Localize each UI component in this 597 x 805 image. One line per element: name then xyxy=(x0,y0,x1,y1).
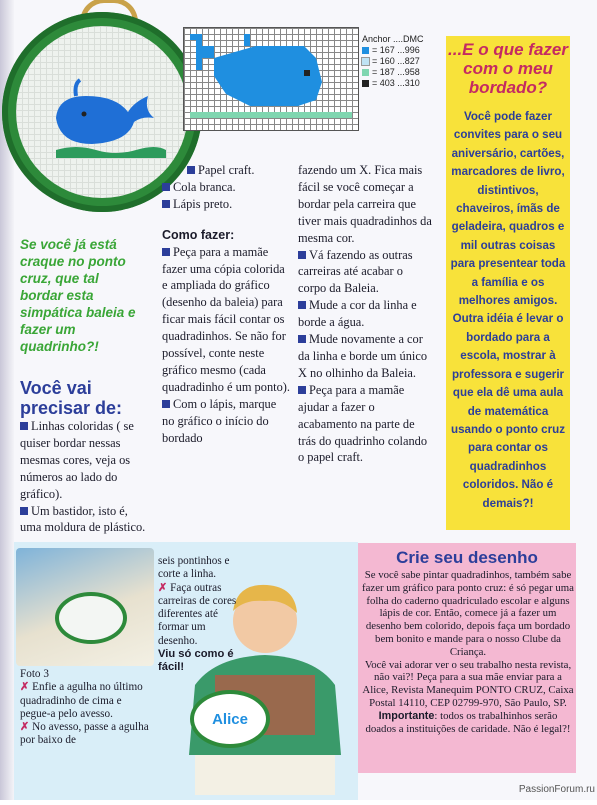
photo-label: Foto 3 xyxy=(20,668,49,680)
list-item: Lápis preto. xyxy=(162,196,290,213)
list-item: Vá fazendo as outras carreiras até acabar o corpo da Baleia. xyxy=(298,247,413,296)
bullet-square-icon xyxy=(187,166,195,174)
list-item: Um bastidor, isto é, uma moldura de plástico. xyxy=(20,503,146,535)
caption-item: ✗ Enfie a agulha no último quadradinho de cima e pegue-a pelo avesso. xyxy=(20,681,143,720)
legend-row: = 403 ...310 xyxy=(362,78,442,89)
how-to-heading: Como fazer: xyxy=(162,227,235,242)
legend-row: = 160 ...827 xyxy=(362,56,442,67)
list-item: Com o lápis, marque no gráfico o início do bordado xyxy=(162,396,277,445)
caption-item: ✗ No avesso, passe a agulha por baixo de xyxy=(20,721,149,747)
cross-stitch-chart xyxy=(183,27,359,131)
legend-row: = 187 ...958 xyxy=(362,67,442,78)
legend-swatch xyxy=(362,47,369,54)
bullet-square-icon xyxy=(298,335,306,343)
small-hoop-photo xyxy=(55,592,127,644)
legend-row: = 167 ...996 xyxy=(362,45,442,56)
bullet-square-icon xyxy=(298,251,306,259)
legend-swatch xyxy=(362,80,369,87)
list-item: Mude a cor da linha e borde a água. xyxy=(298,298,417,330)
instructions-column-1 xyxy=(162,162,290,447)
sidebar-body: Você pode fazer convites para o seu aniversário, cartões, marcadores de livro, distintivos, chaveiros, ímãs de geladeira, quadros e mil outras coisas para presentear toda a família e os melhores amigos. Outra idéia é levar o bordado para a escola, mostrar à professora e sugerir que ela dê uma aula de matemática usando o ponto cruz para contar os quadradinhos coloridos. Não é demais?! xyxy=(450,110,566,510)
caption-continuation: seis pontinhos e corte a linha. xyxy=(158,555,230,581)
materials-heading: Você vai precisar de: xyxy=(20,378,123,418)
bullet-square-icon xyxy=(162,248,170,256)
bullet-square-icon xyxy=(298,386,306,394)
bullet-square-icon xyxy=(20,422,28,430)
hoop-name-text: Alice xyxy=(212,710,248,728)
caption-highlight: Viu só como é fácil! xyxy=(158,648,234,674)
create-paragraph: Você vai adorar ver o seu trabalho nesta revista, não vai?! Peça para a sua mãe enviar para a Alice, Revista Manequim PONTO CRUZ, Caixa Postal 14110, CEP 02799-970, São Paulo, SP. Importante: todos os trabalhinhos serão doados a instituições de caridade. Não é legal?! xyxy=(362,658,574,735)
bullet-square-icon xyxy=(298,301,306,309)
intro-text: Se você já está craque no ponto cruz, que tal bordar esta simpática baleia e fazer um quadrinho?! xyxy=(20,237,136,354)
thread-legend xyxy=(362,34,442,89)
list-item: Peça para a mamãe fazer uma cópia colorida e ampliada do gráfico (desenho da baleia) para ficar mais fácil contar os quadradinhos. Se não for possível, conte neste gráfico mesmo (cada quadradinho é um ponto). xyxy=(162,244,291,394)
list-item: Papel craft. xyxy=(162,162,290,179)
watermark-text: PassionForum.ru xyxy=(518,784,595,795)
list-item: Linhas coloridas ( se quiser bordar nessas mesmas cores, veja os números ao lado do gráfico). xyxy=(20,419,134,501)
legend-header: Anchor ....DMC xyxy=(362,34,424,44)
create-paragraph: Se você sabe pintar quadradinhos, também sabe fazer um gráfico para ponto cruz: é só pegar uma folha do caderno quadriculado escolar e alguns lápis de cor. Então, comece já a fazer um desenho bem colorido, depois faça um bordado bem bonito e mande para o nosso Clube da Criança. xyxy=(362,569,574,658)
cross-stitch-icon: ✗ xyxy=(20,681,30,694)
sidebar-title: ...E o que fazer com o meu bordado? xyxy=(448,40,568,97)
caption-item: ✗ Faça outras carreiras de cores diferentes até formar um desenho. xyxy=(158,581,237,647)
cross-stitch-icon: ✗ xyxy=(20,721,30,734)
bullet-square-icon xyxy=(162,400,170,408)
list-item: Cola branca. xyxy=(162,179,290,196)
bullet-square-icon xyxy=(162,183,170,191)
finished-hoop-photo xyxy=(190,690,270,748)
instructions-column-2 xyxy=(298,162,433,466)
list-item: Mude novamente a cor da linha e borde um único X no olhinho da Baleia. xyxy=(298,332,428,380)
materials-list xyxy=(20,418,150,536)
list-item-continuation: fazendo um X. Fica mais fácil se você começar a bordar pela carreira que tiver mais quadradinhos da mesma cor. xyxy=(298,163,432,245)
create-body xyxy=(362,569,574,735)
whale-chart-drawing xyxy=(184,28,358,130)
photo-caption-2 xyxy=(158,555,238,675)
bullet-square-icon xyxy=(162,200,170,208)
cross-stitch-icon: ✗ xyxy=(158,581,168,594)
photo-caption-1 xyxy=(20,668,150,748)
create-title: Crie seu desenho xyxy=(396,548,538,567)
important-label: Importante xyxy=(378,709,435,722)
list-item: Peça para a mamãe ajudar a fazer o acabamento na parte de trás do quadrinho colando o papel craft. xyxy=(298,382,428,465)
legend-swatch xyxy=(362,69,369,76)
legend-swatch xyxy=(362,58,369,65)
bullet-square-icon xyxy=(20,507,28,515)
